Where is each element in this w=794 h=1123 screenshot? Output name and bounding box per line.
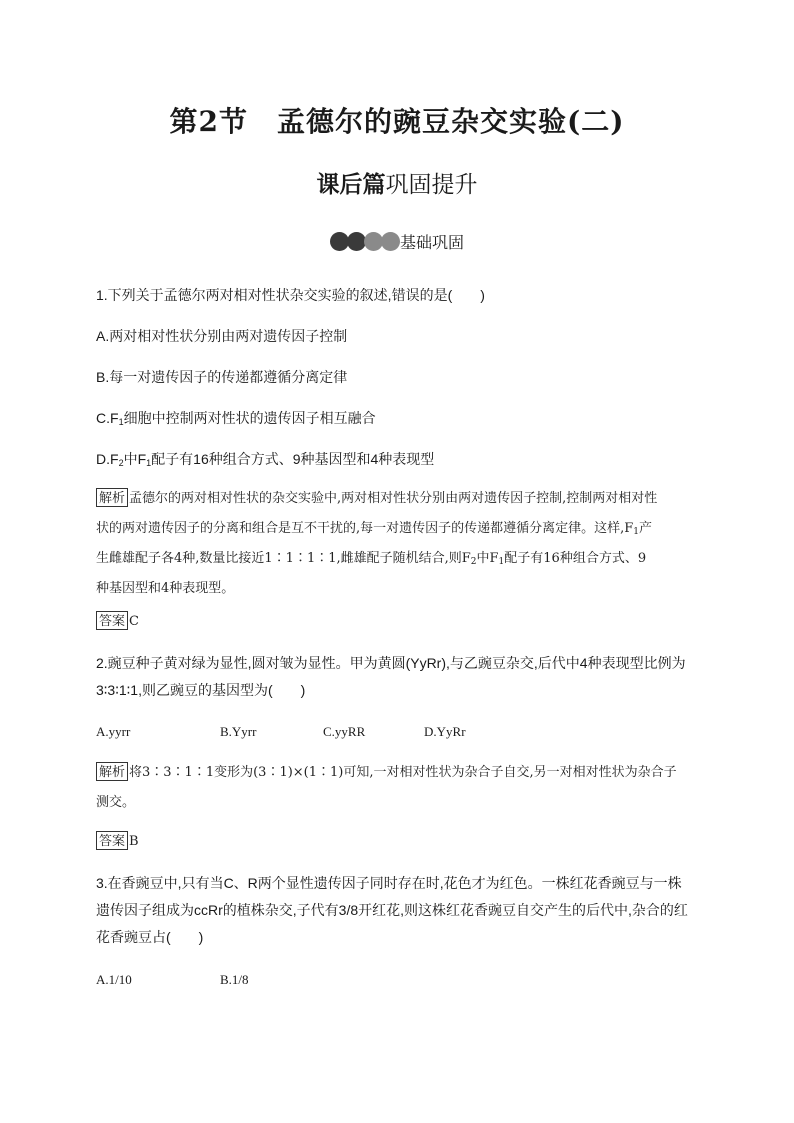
q1-d-pre: D.F xyxy=(96,451,119,467)
q1-analysis-line-4: 种基因型和4种表现型。 xyxy=(96,581,235,596)
answer-tag: 答案 xyxy=(96,831,128,850)
q1-stem: 1.下列关于孟德尔两对相对性状杂交实验的叙述,错误的是( ) xyxy=(96,287,485,303)
q1-answer-value: C xyxy=(129,614,139,629)
q2-analysis-text-1: 将3∶3∶1∶1变形为(3∶1)×(1∶1)可知,一对相对性状为杂合子自交,另一对相对性状为杂合子 xyxy=(129,765,677,780)
q1-option-b: B.每一对遗传因子的传递都遵循分离定律 xyxy=(96,369,348,385)
q1-d-sub2: 1 xyxy=(146,458,152,468)
q1-analysis-text-2a: 状的两对遗传因子的分离和组合是互不干扰的,每一对遗传因子的传递都遵循分离定律。这样,F xyxy=(96,521,634,536)
q1-analysis-line-1 xyxy=(96,484,701,514)
q2-option-b: B.Yyrr xyxy=(220,724,257,739)
q3-stem-line-1: 3.在香豌豆中,只有当C、R两个显性遗传因子同时存在时,花色才为红色。一株红花香豌豆与一株 xyxy=(96,875,682,891)
dot-icon xyxy=(381,232,400,251)
q2-stem-line-1: 2.豌豆种子黄对绿为显性,圆对皱为显性。甲为黄圆(YyRr),与乙豌豆杂交,后代中4种表现型比例为 xyxy=(96,655,686,671)
subtitle-rest: 巩固提升 xyxy=(385,172,478,198)
q1-c-pre: C.F xyxy=(96,410,119,426)
answer-tag: 答案 xyxy=(96,611,128,630)
page-title: 第2节 孟德尔的豌豆杂交实验(二) xyxy=(169,105,625,138)
section-label: 基础巩固 xyxy=(399,233,464,252)
q1-c-sub: 1 xyxy=(118,417,124,427)
q1-analysis-sub-2: 1 xyxy=(633,527,640,537)
q2-analysis-line-2: 测交。 xyxy=(96,795,136,810)
q2-answer xyxy=(96,827,701,857)
q1-analysis-line-3 xyxy=(96,544,701,574)
q2-analysis xyxy=(96,758,701,818)
q1-option-d xyxy=(96,446,706,472)
q1-analysis-line-2 xyxy=(96,514,701,544)
q1-analysis-text-3b: 中F xyxy=(476,551,499,566)
section-header xyxy=(0,230,794,253)
q1-analysis-text-3a: 生雌雄配子各4种,数量比接近1∶1∶1∶1,雌雄配子随机结合,则F xyxy=(96,551,471,566)
level-dots-icon xyxy=(330,232,398,251)
q2-stem-line-2: 3∶3∶1∶1,则乙豌豆的基因型为( ) xyxy=(96,682,306,698)
q1-analysis-text-3c: 配子有16种组合方式、9 xyxy=(504,551,647,566)
q1-analysis-text-1: 孟德尔的两对相对性状的杂交实验中,两对相对性状分别由两对遗传因子控制,控制两对相对性 xyxy=(129,491,658,506)
q2-option-d: D.YyRr xyxy=(424,724,466,739)
q2-option-a: A.yyrr xyxy=(96,724,131,739)
subtitle-bold: 课后篇 xyxy=(316,171,386,198)
q1-analysis-sub-3b: 1 xyxy=(498,557,505,567)
q1-answer xyxy=(96,607,701,637)
analysis-tag: 解析 xyxy=(96,488,128,507)
q1-option-a: A.两对相对性状分别由两对遗传因子控制 xyxy=(96,328,348,344)
q3-option-a: A.1/10 xyxy=(96,972,132,987)
page-subtitle xyxy=(0,166,794,199)
q1-d-post: 配子有16种组合方式、9种基因型和4种表现型 xyxy=(151,451,435,467)
q3-stem-line-3: 花香豌豆占( ) xyxy=(96,929,204,945)
q1-option-c xyxy=(96,405,706,431)
q1-d-sub1: 2 xyxy=(118,458,124,468)
q2-answer-value: B xyxy=(129,834,139,849)
q2-analysis-line-1 xyxy=(96,758,701,788)
q1-d-mid: 中F xyxy=(123,451,147,467)
q3-stem-line-2: 遗传因子组成为ccRr的植株杂交,子代有3/8开红花,则这株红花香豌豆自交产生的后代中,杂合的红 xyxy=(96,902,688,918)
q2-option-c: C.yyRR xyxy=(323,724,366,739)
q1-c-post: 细胞中控制两对性状的遗传因子相互融合 xyxy=(123,410,376,426)
q1-analysis xyxy=(96,484,701,604)
q1-analysis-sub-3a: 2 xyxy=(470,557,477,567)
q3-option-b: B.1/8 xyxy=(220,972,249,987)
analysis-tag: 解析 xyxy=(96,762,128,781)
q1-analysis-text-2b: 产 xyxy=(639,521,653,536)
